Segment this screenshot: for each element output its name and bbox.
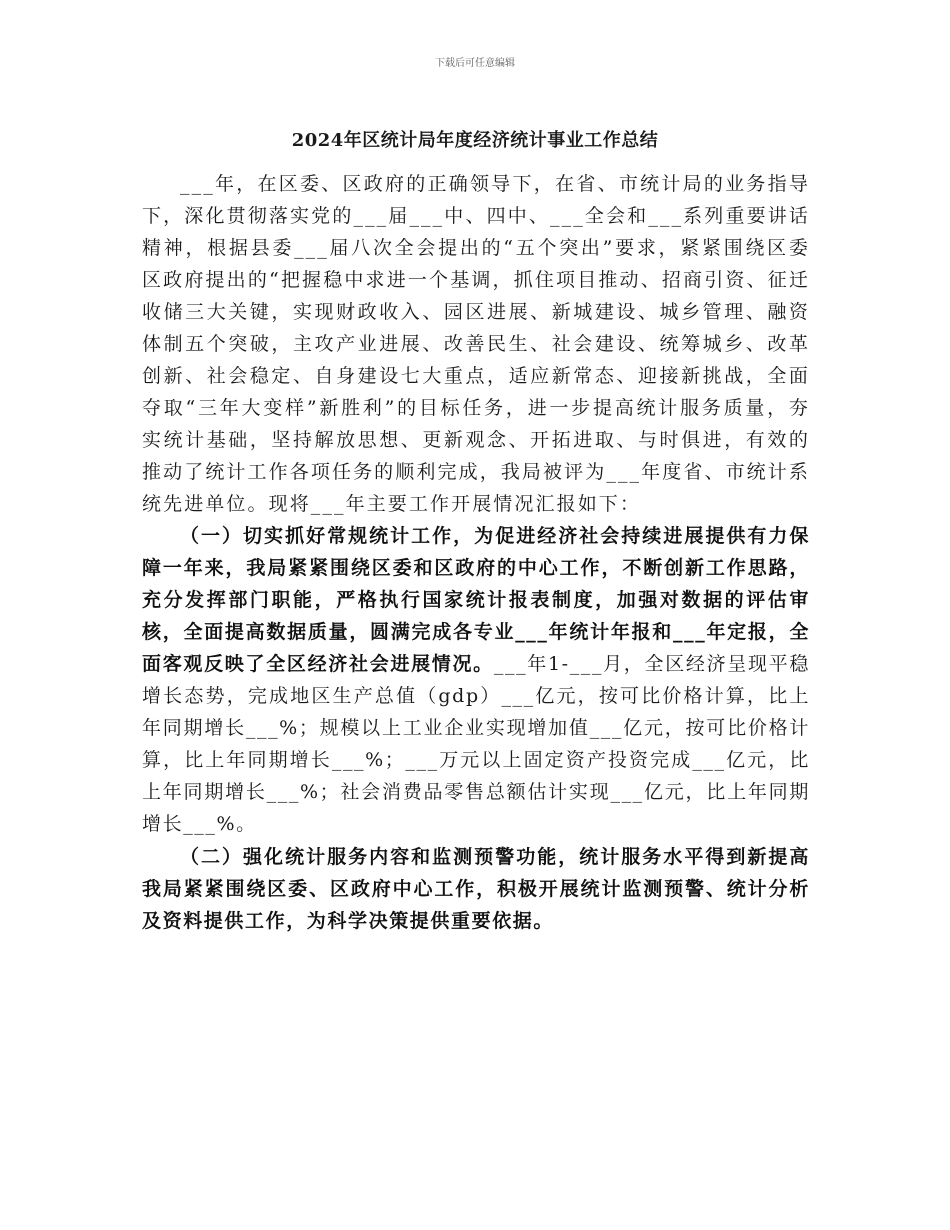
header-note: 下载后可任意编辑 bbox=[435, 58, 515, 69]
paragraph-section-1 bbox=[142, 520, 810, 840]
section-1-stats-text: ___年1-___月，全区经济呈现平稳增长态势，完成地区生产总值（gdp）___亿元，按可比价格计算，比上年同期增长___%；规模以上工业企业实现增加值___亿元，按可比价格计算，比上年同期增长___%；___万元以上固定资产投资完成___亿元，比上年同期增长___%；社会消费品零售总额估计实现___亿元，比上年同期增长___%。 bbox=[142, 653, 810, 835]
document-title: 2024年区统计局年度经济统计事业工作总结 bbox=[291, 130, 659, 151]
paragraph-intro: ___年，在区委、区政府的正确领导下，在省、市统计局的业务指导下，深化贯彻落实党的___届___中、四中、___全会和___系列重要讲话精神，根据县委___届八次全会提出的“五个突出”要求，紧紧围绕区委区政府提出的“把握稳中求进一个基调，抓住项目推动、招商引资、征迁收储三大关键，实现财政收入、园区进展、新城建设、城乡管理、融资体制五个突破，主攻产业进展、改善民生、社会建设、统筹城乡、改革创新、社会稳定、自身建设七大重点，适应新常态、迎接新挑战，全面夺取“三年大变样”新胜利”的目标任务，进一步提高统计服务质量，夯实统计基础，坚持解放思想、更新观念、开拓进取、与时俱进，有效的推动了统计工作各项任务的顺利完成，我局被评为___年度省、市统计系统先进单位。现将___年主要工作开展情况汇报如下： bbox=[142, 173, 810, 515]
paragraph-section-2 bbox=[142, 841, 810, 937]
section-2-heading-text: （二）强化统计服务内容和监测预警功能，统计服务水平得到新提高我局紧紧围绕区委、区政府中心工作，积极开展统计监测预警、统计分析及资料提供工作，为科学决策提供重要依据。 bbox=[142, 846, 810, 932]
document-body bbox=[142, 168, 810, 937]
section-1-heading-text: （一）切实抓好常规统计工作，为促进经济社会持续进展提供有力保障一年来，我局紧紧围绕区委和区政府的中心工作，不断创新工作思路，充分发挥部门职能，严格执行国家统计报表制度，加强对数据的评估审核，全面提高数据质量，圆满完成各专业___年统计年报和___年定报，全面客观反映了全区经济社会进展情况。 bbox=[142, 525, 810, 675]
